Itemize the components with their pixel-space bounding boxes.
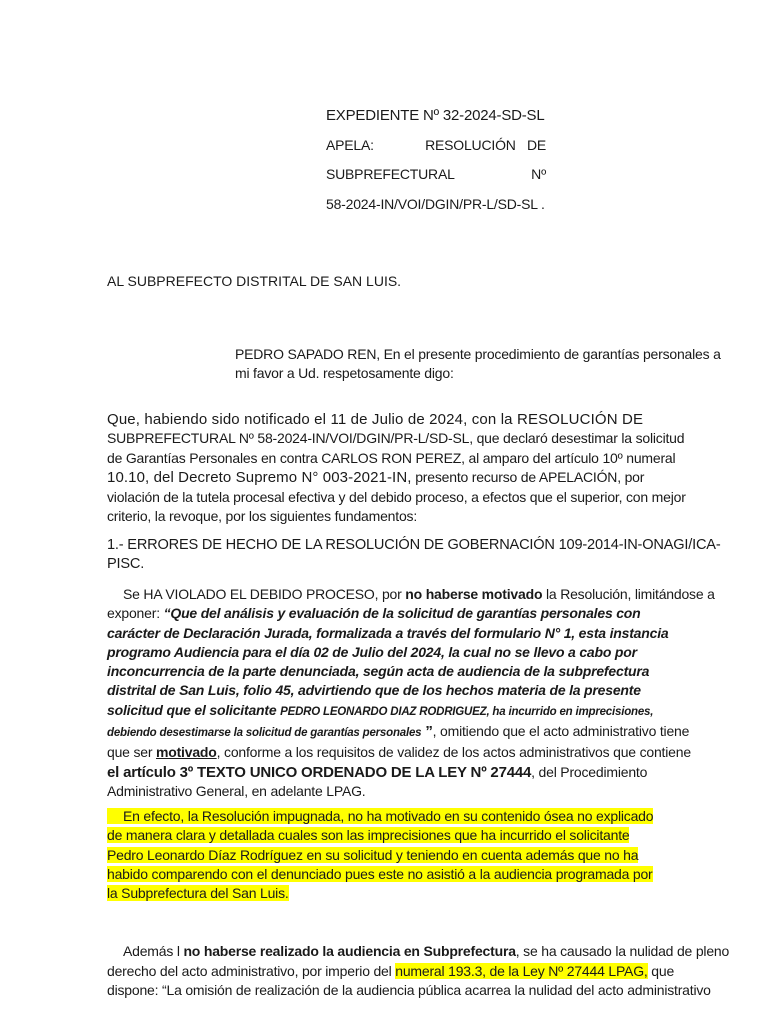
not-motivated-emphasis: no haberse motivado <box>405 586 543 602</box>
appeal-word-de: DE <box>526 136 546 153</box>
paragraph-notification <box>107 410 686 526</box>
case-header <box>326 101 546 219</box>
intro-line-1: PEDRO SAPADO REN, En el presente procedimiento de garantías personales a <box>235 346 721 362</box>
p1-line-3: de Garantías Personales en contra CARLOS RON PEREZ, al amparo del artículo 10º numeral <box>107 449 676 466</box>
p1-line-1: Que, habiendo sido notificado el 11 de Julio de 2024, con la RESOLUCIÓN DE <box>107 411 644 428</box>
paragraph-highlighted <box>107 807 661 903</box>
p2-line-11: Administrativo General, en adelante LPAG. <box>107 782 366 799</box>
p4-line-1: Además l no haberse realizado la audiencia en Subprefectura, se ha causado la nulidad de pleno <box>123 943 730 959</box>
paragraph-nullity <box>107 942 730 1001</box>
paragraph-due-process <box>107 585 715 801</box>
case-number: EXPEDIENTE Nº 32-2024-SD-SL <box>326 107 545 124</box>
intro-line-2: mi favor a Ud. respetosamente digo: <box>235 364 454 381</box>
number-sign: Nº <box>531 166 546 182</box>
section-heading-1 <box>107 536 721 574</box>
addressee: AL SUBPREFECTO DISTRITAL DE SAN LUIS. <box>107 273 402 289</box>
p1-line-6: criterio, la revoque, por los siguientes fundamentos: <box>107 508 418 525</box>
p3-line-2: de manera clara y detallada cuales son las imprecisiones que ha incurrido el solicitante <box>107 827 630 844</box>
p2-line-4: programo Audiencia para el día 02 de Julio del 2024, la cual no se llevo a cabo por <box>107 643 637 660</box>
section-heading-line-2: PISC. <box>107 556 145 572</box>
solicitant-name: PEDRO LEONARDO DIAZ RODRIGUEZ, ha incurrido en imprecisiones, <box>280 705 654 718</box>
p2-line-10: el artículo 3º TEXTO UNICO ORDENADO DE LA LEY Nº 27444, del Procedimiento <box>107 763 648 781</box>
p2-line-8: debiendo desestimarse la solicitud de garantías personales ”, omitiendo que el acto administrativo tiene <box>107 723 690 741</box>
quoted-resolution-start: “Que del análisis y evaluación de la solicitud de garantías personales con <box>163 605 641 622</box>
appeal-line <box>326 131 546 161</box>
p3-line-5: la Subprefectura del San Luis. <box>107 885 289 902</box>
motivado-emphasis: motivado <box>156 744 217 761</box>
decree-reference: 10.10, del Decreto Supremo N° 003-2021-IN, <box>107 469 412 487</box>
law-reference: el artículo 3º TEXTO UNICO ORDENADO DE LA LEY Nº 27444 <box>107 763 532 781</box>
p2-line-2: exponer: “Que del análisis y evaluación de la solicitud de garantías personales con <box>107 605 641 622</box>
p2-line-9: que ser motivado, conforme a los requisitos de validez de los actos administrativos que contiene <box>107 744 691 761</box>
p3-line-3: Pedro Leonardo Díaz Rodríguez en su solicitud y teniendo en cuenta además que no ha <box>107 846 639 863</box>
appeal-label: APELA: <box>326 136 374 153</box>
resolution-code: 58-2024-IN/VOI/DGIN/PR-L/SD-SL . <box>326 195 545 212</box>
p2-line-1: Se HA VIOLADO EL DEBIDO PROCESO, por no haberse motivado la Resolución, limitándose a <box>123 586 715 602</box>
p1-line-2: SUBPREFECTURAL Nº 58-2024-IN/VOI/DGIN/PR-L/SD-SL, que declaró desestimar la solicitud <box>107 430 685 447</box>
p1-line-5: violación de la tutela procesal efectiva y del debido proceso, a efectos que el superior, con mejor <box>107 488 686 505</box>
p3-line-4: habido comparendo con el denunciado pues este no asistió a la audiencia programada por <box>107 865 653 882</box>
p4-line-2: derecho del acto administrativo, por imperio del numeral 193.3, de la Ley Nº 27444 LPAG, que <box>107 962 675 979</box>
p4-line-3: dispone: “La omisión de realización de la audiencia pública acarrea la nulidad del acto administrativo <box>107 982 711 998</box>
no-hearing-emphasis: no haberse realizado la audiencia en Subprefectura <box>183 943 516 959</box>
p2-line-3: carácter de Declaración Jurada, formalizada a través del formulario N° 1, esta instancia <box>107 624 669 641</box>
highlighted-law-reference: numeral 193.3, de la Ley Nº 27444 LPAG, <box>395 962 648 979</box>
p3-line-1: En efecto, la Resolución impugnada, no ha motivado en su contenido ósea no explicado <box>107 807 661 826</box>
subprefectural-line <box>326 160 546 190</box>
subprefectural-word: SUBPREFECTURAL <box>326 166 455 182</box>
p1-line-4: 10.10, del Decreto Supremo N° 003-2021-IN, presento recurso de APELACIÓN, por <box>107 469 645 487</box>
intro-paragraph <box>235 345 721 382</box>
section-heading-line-1: 1.- ERRORES DE HECHO DE LA RESOLUCIÓN DE GOBERNACIÓN 109-2014-IN-ONAGI/ICA- <box>107 537 721 553</box>
p2-line-5: inconcurrencia de la parte denunciada, según acta de audiencia de la subprefectura <box>107 663 650 680</box>
p2-line-6: distrital de San Luis, folio 45, advirtiendo que de los hechos materia de la presente <box>107 682 641 699</box>
appeal-word-resolucion: RESOLUCIÓN <box>425 136 516 153</box>
p2-line-7: solicitud que el solicitante PEDRO LEONARDO DIAZ RODRIGUEZ, ha incurrido en imprecisiones, <box>107 701 654 718</box>
